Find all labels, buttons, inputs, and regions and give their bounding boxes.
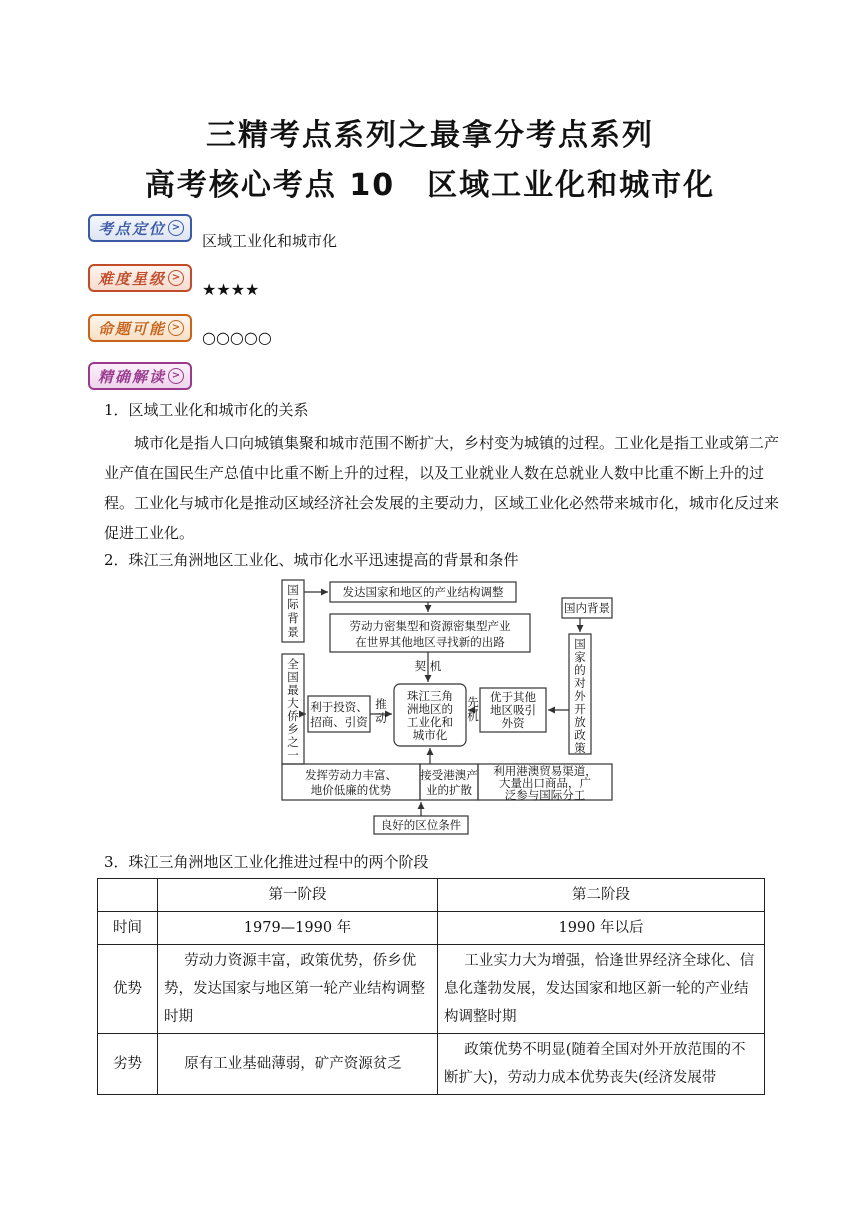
- arrow-icon: >: [168, 368, 184, 384]
- header-cell-stage-2: 第二阶段: [438, 879, 765, 912]
- location-label: 良好的区位条件: [380, 818, 462, 832]
- badge-interpretation: [88, 362, 192, 390]
- section-3-heading: 3．珠江三角洲地区工业化推进过程中的两个阶段: [104, 853, 429, 871]
- badge-difficulty: [88, 264, 192, 292]
- badge-label: 难度星级: [98, 269, 167, 288]
- labor-cond-line2: 地价低廉的优势: [310, 783, 392, 797]
- push-label: 推动: [375, 697, 387, 725]
- table-row: [98, 1034, 765, 1095]
- badge-label: 精确解读: [98, 367, 167, 386]
- advantage-line2: 地区吸引: [490, 703, 536, 717]
- header-cell-stage-1: 第一阶段: [158, 879, 438, 912]
- center-line1: 珠江三角: [407, 689, 453, 703]
- trade-line3: 泛参与国际分工: [504, 788, 586, 802]
- stage-2-cell: 工业实力大为增强，恰逢世界经济全球化、信息化蓬勃发展，发达国家和地区新一轮的产业结构调整时期: [438, 945, 765, 1034]
- center-line4: 城市化: [412, 728, 448, 742]
- receive-line2: 业的扩散: [426, 783, 472, 797]
- arrow-icon: >: [168, 220, 184, 236]
- labor-industry-line1: 劳动力密集型和资源密集型产业: [349, 619, 511, 633]
- dev-adjust-label: 发达国家和地区的产业结构调整: [342, 585, 504, 599]
- series-title: 三精考点系列之最拿分考点系列: [206, 118, 654, 153]
- row-label: 时间: [98, 912, 158, 945]
- trade-line2: 大量出口商品，广: [499, 776, 591, 790]
- arrow-icon: >: [168, 270, 184, 286]
- difficulty-stars: ★★★★: [202, 280, 260, 299]
- section-2-heading: 2．珠江三角洲地区工业化、城市化水平迅速提高的背景和条件: [104, 551, 519, 569]
- labor-cond-line1: 发挥劳动力丰富、: [305, 768, 397, 782]
- domestic-bg-label: 国内背景: [564, 601, 610, 615]
- intl-bg-label: 国际背景: [287, 583, 299, 639]
- conditions-flow-diagram: [278, 576, 618, 838]
- topic-title: 高考核心考点 10 区域工业化和城市化: [144, 168, 716, 203]
- overseas-label: 全国最大侨乡之一: [287, 657, 299, 762]
- row-label: 劣势: [98, 1034, 158, 1095]
- table-row: [98, 912, 765, 945]
- section-1-paragraph-1: 城市化是指人口向城镇集聚和城市范围不断扩大，乡村变为城镇的过程。工业化是指工业或第二产业产值在国民生产总值中比重不断上升的过程，以及工业就业人数在总就业人数中比重不断上升的过程。: [104, 434, 780, 512]
- center-line3: 工业化和: [407, 715, 453, 729]
- stage-2-cell: 1990 年以后: [438, 912, 765, 945]
- row-label: 优势: [98, 945, 158, 1034]
- receive-line1: 接受港澳产: [420, 768, 478, 782]
- advantage-line3: 外资: [501, 716, 525, 730]
- advantage-line1: 优于其他: [490, 690, 536, 704]
- opportunity-label: 契 机: [414, 659, 442, 673]
- trade-line1: 利用港澳贸易渠道，: [493, 764, 597, 778]
- badge-label: 考点定位: [98, 219, 167, 238]
- badge-label: 命题可能: [98, 319, 167, 338]
- investment-line1: 利于投资、: [310, 700, 368, 714]
- stage-1-cell: 1979—1990 年: [158, 912, 438, 945]
- center-line2: 洲地区的: [407, 702, 453, 716]
- opening-policy-label: 国家的对外开放政策: [574, 637, 586, 755]
- labor-industry-line2: 在世界其他地区寻找新的出路: [355, 635, 505, 649]
- header-cell-empty: [98, 879, 158, 912]
- topic-position-value: 区域工业化和城市化: [202, 232, 338, 250]
- table-row: [98, 945, 765, 1034]
- badge-topic-position: [88, 214, 192, 242]
- section-1-paragraph-2: 工业化与城市化是推动区域经济社会发展的主要动力，区域工业化必然带来城市化，城市化反过来促进工业化。: [104, 494, 780, 542]
- investment-line2: 招商、引资: [310, 715, 368, 729]
- stage-1-cell: 原有工业基础薄弱，矿产资源贫乏: [158, 1034, 438, 1095]
- stage-1-cell: 劳动力资源丰富，政策优势，侨乡优势，发达国家与地区第一轮产业结构调整时期: [158, 945, 438, 1034]
- arrow-icon: >: [168, 320, 184, 336]
- table-header-row: [98, 879, 765, 912]
- badge-likelihood: [88, 314, 192, 342]
- stage-2-cell: 政策优势不明显(随着全国对外开放范围的不断扩大)，劳动力成本优势丧失(经济发展带: [438, 1034, 765, 1095]
- likelihood-circles: ○○○○○: [202, 328, 272, 347]
- section-1-heading: 1．区域工业化和城市化的关系: [104, 401, 309, 419]
- first-move-label: 先机: [467, 695, 479, 723]
- stages-table: [97, 878, 765, 1095]
